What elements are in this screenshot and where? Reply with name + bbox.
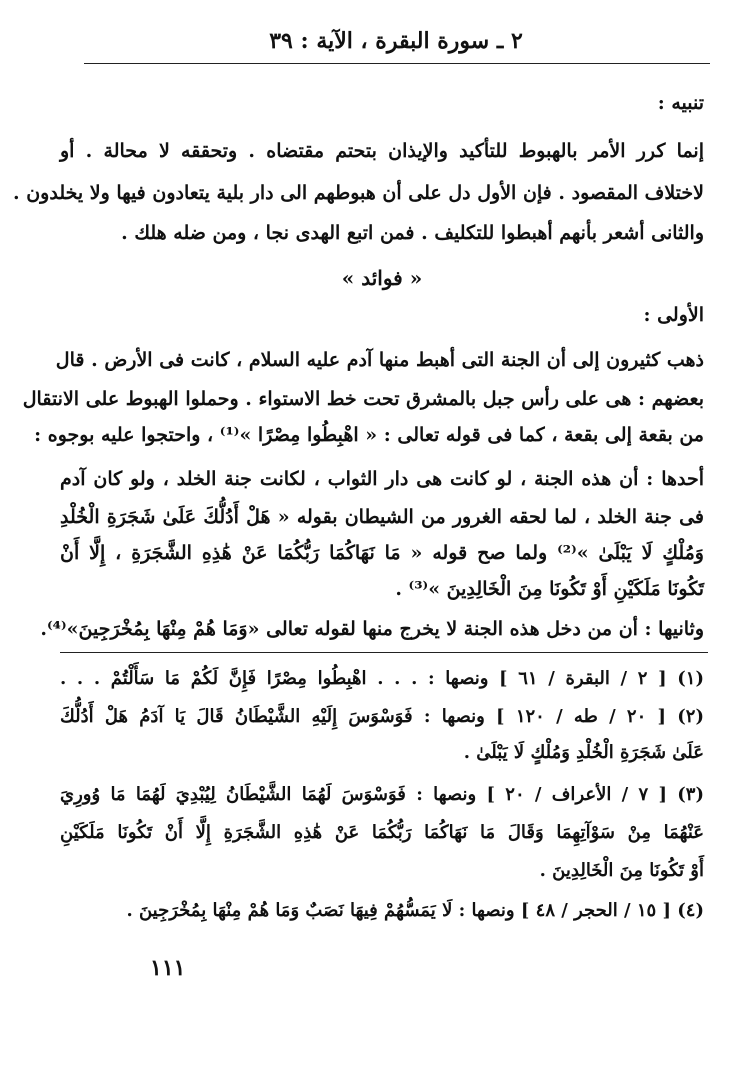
body-line: أحدها : أن هذه الجنة ، لو كانت هى دار الثواب ، لكانت جنة الخلد ، ولو كان آدم	[60, 468, 704, 490]
footnote-line: عَنْهُمَا مِنْ سَوْآتِهِمَا وَقَالَ مَا نَهَاكُمَا رَبُّكُمَا عَنْ هَٰذِهِ الشَّجَرَةِ إِلَّا أَنْ تَكُونَا مَلَكَيْنِ	[60, 822, 704, 843]
first-heading: الأولى :	[643, 304, 704, 326]
tanbih-heading: تنبيه :	[657, 92, 704, 114]
footnote-line: (٣) [ ٧ / الأعراف / ٢٠ ] ونصها : فَوَسْوَسَ لَهُمَا الشَّيْطَانُ لِيُبْدِيَ لَهُمَا مَا وُورِيَ	[60, 784, 704, 805]
body-line: من بقعة إلى بقعة ، كما فى قوله تعالى : « اهْبِطُوا مِصْرًا »⁽¹⁾ ، واحتجوا عليه بوجوه :	[34, 424, 704, 446]
footnote-line: أَوْ تَكُونَا مِنَ الْخَالِدِينَ .	[539, 860, 704, 881]
footnote-line: عَلَىٰ شَجَرَةِ الْخُلْدِ وَمُلْكٍ لَا يَبْلَىٰ .	[463, 742, 704, 763]
tanbih-line: لاختلاف المقصود . فإن الأول دل على أن هبوطهم الى دار بلية يتعادون فيها ولا يخلدون .	[12, 182, 704, 204]
page-number: ١١١	[150, 955, 186, 981]
body-line: بعضهم : هى على رأس جبل بالمشرق تحت خط الاستواء . وحملوا الهبوط على الانتقال	[22, 388, 704, 410]
body-line: وثانيها : أن من دخل هذه الجنة لا يخرج منها لقوله تعالى «وَمَا هُمْ مِنْهَا بِمُخْرَجِينَ»⁽⁴⁾.	[40, 618, 704, 640]
tanbih-line: إنما كرر الأمر بالهبوط للتأكيد والإيذان بتحتم مقتضاه . وتحققه لا محالة . أو	[60, 140, 704, 162]
body-line: فى جنة الخلد ، لما لحقه الغرور من الشيطان بقوله « هَلْ أَدُلُّكَ عَلَىٰ شَجَرَةِ الْخُلْدِ	[60, 506, 704, 528]
section-title: « فوائد »	[341, 266, 423, 290]
body-line: وَمُلْكٍ لَا يَبْلَىٰ »⁽²⁾ ولما صح قوله « مَا نَهَاكُمَا رَبُّكُمَا عَنْ هَٰذِهِ الشَّجَرَةِ ، إِلَّا أَنْ	[60, 542, 704, 564]
footnote-line: (٤) [ ١٥ / الحجر / ٤٨ ] ونصها : لَا يَمَسُّهُمْ فِيهَا نَصَبٌ وَمَا هُمْ مِنْهَا بِمُخْرَجِينَ .	[126, 900, 704, 921]
footnote-line: (١) [ ٢ / البقرة / ٦١ ] ونصها : . . . اهْبِطُوا مِصْرًا فَإِنَّ لَكُمْ مَا سَأَلْتُمْ . . .	[60, 668, 704, 689]
tanbih-line: والثانى أشعر بأنهم أهبطوا للتكليف . فمن اتبع الهدى نجا ، ومن ضله هلك .	[121, 222, 704, 244]
footnote-line: (٢) [ ٢٠ / طه / ١٢٠ ] ونصها : فَوَسْوَسَ إِلَيْهِ الشَّيْطَانُ قَالَ يَا آدَمُ هَلْ أَدُلُّكَ	[60, 706, 704, 727]
body-line: ذهب كثيرون إلى أن الجنة التى أهبط منها آدم عليه السلام ، كانت فى الأرض . قال	[55, 349, 704, 371]
header-rule	[84, 63, 710, 64]
body-line: تَكُونَا مَلَكَيْنِ أَوْ تَكُونَا مِنَ الْخَالِدِينَ »⁽³⁾ .	[395, 578, 704, 600]
page-header: ٢ ـ سورة البقرة ، الآية : ٣٩	[269, 28, 523, 54]
footnote-rule	[60, 652, 708, 653]
